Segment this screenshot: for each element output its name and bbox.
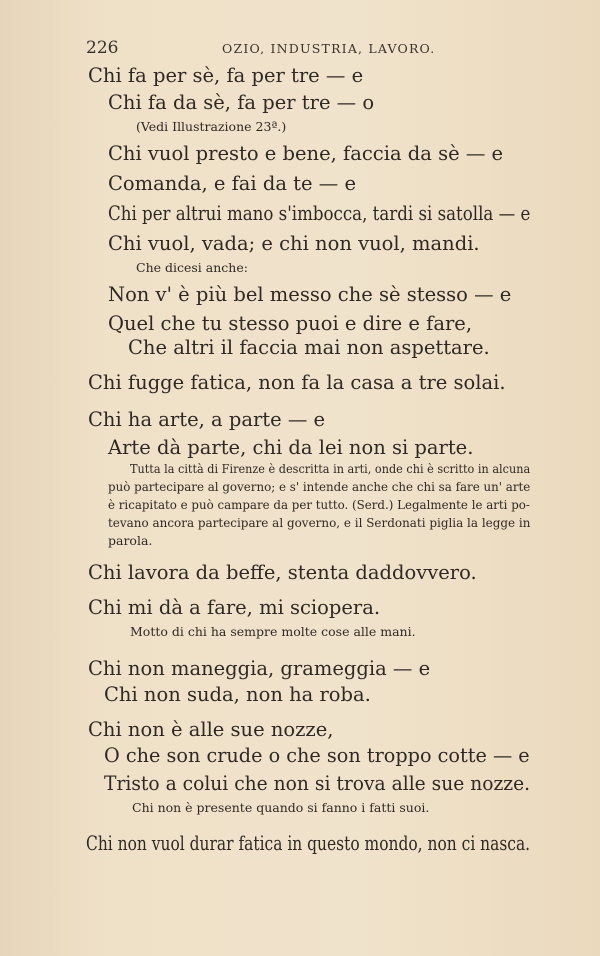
proverb-line: Chi vuol presto e bene, faccia da sè — e <box>108 142 504 165</box>
note-line: Tutta la città di Firenze è descritta in arti, onde chi è scritto in alcuna <box>130 461 531 476</box>
proverb-line: Chi ha arte, a parte — e <box>88 408 326 431</box>
running-head: OZIO, INDUSTRIA, LAVORO. <box>222 41 436 56</box>
page-header <box>86 38 516 60</box>
proverb-line: Chi non maneggia, grameggia — e <box>88 657 431 680</box>
proverb-line: Comanda, e fai da te — e <box>108 172 356 195</box>
proverb-line: Arte dà parte, chi da lei non si parte. <box>108 436 474 459</box>
page-number: 226 <box>86 38 119 58</box>
note-line: tevano ancora partecipare al governo, e il Serdonati piglia la legge in <box>108 515 531 530</box>
note-line: (Vedi Illustrazione 23ª.) <box>136 119 287 134</box>
proverb-line: Chi vuol, vada; e chi non vuol, mandi. <box>108 232 480 255</box>
proverb-line: Chi fugge fatica, non fa la casa a tre solai. <box>88 371 506 394</box>
proverb-line: Quel che tu stesso puoi e dire e fare, <box>108 312 473 335</box>
note-line: può partecipare al governo; e s' intende anche che chi sa fare un' arte <box>108 479 531 494</box>
proverb-line: Chi fa da sè, fa per tre — o <box>108 91 375 114</box>
proverb-line: Chi mi dà a fare, mi sciopera. <box>88 596 381 619</box>
note-line: Chi non è presente quando si fanno i fatti suoi. <box>132 800 430 815</box>
note-line: Che dicesi anche: <box>136 260 248 275</box>
proverb-line: Che altri il faccia mai non aspettare. <box>128 336 490 359</box>
proverb-line: Chi non è alle sue nozze, <box>88 718 334 741</box>
note-line: è ricapitato e può campare da per tutto. (Serd.) Legalmente le arti po- <box>108 497 530 512</box>
proverb-line: Tristo a colui che non si trova alle sue nozze. <box>104 772 531 795</box>
proverb-line: O che son crude o che son troppo cotte — e <box>104 744 530 767</box>
proverb-line: Chi fa per sè, fa per tre — e <box>88 64 364 87</box>
proverb-line: Chi non vuol durar fatica in questo mondo, non ci nasca. <box>86 832 531 855</box>
note-line: Motto di chi ha sempre molte cose alle mani. <box>130 624 416 639</box>
note-line: parola. <box>108 533 153 548</box>
proverb-line: Chi per altrui mano s'imbocca, tardi si satolla — e <box>108 202 531 225</box>
proverb-line: Chi non suda, non ha roba. <box>104 683 371 706</box>
proverb-line: Chi lavora da beffe, stenta daddovvero. <box>88 561 477 584</box>
proverb-line: Non v' è più bel messo che sè stesso — e <box>108 283 512 306</box>
